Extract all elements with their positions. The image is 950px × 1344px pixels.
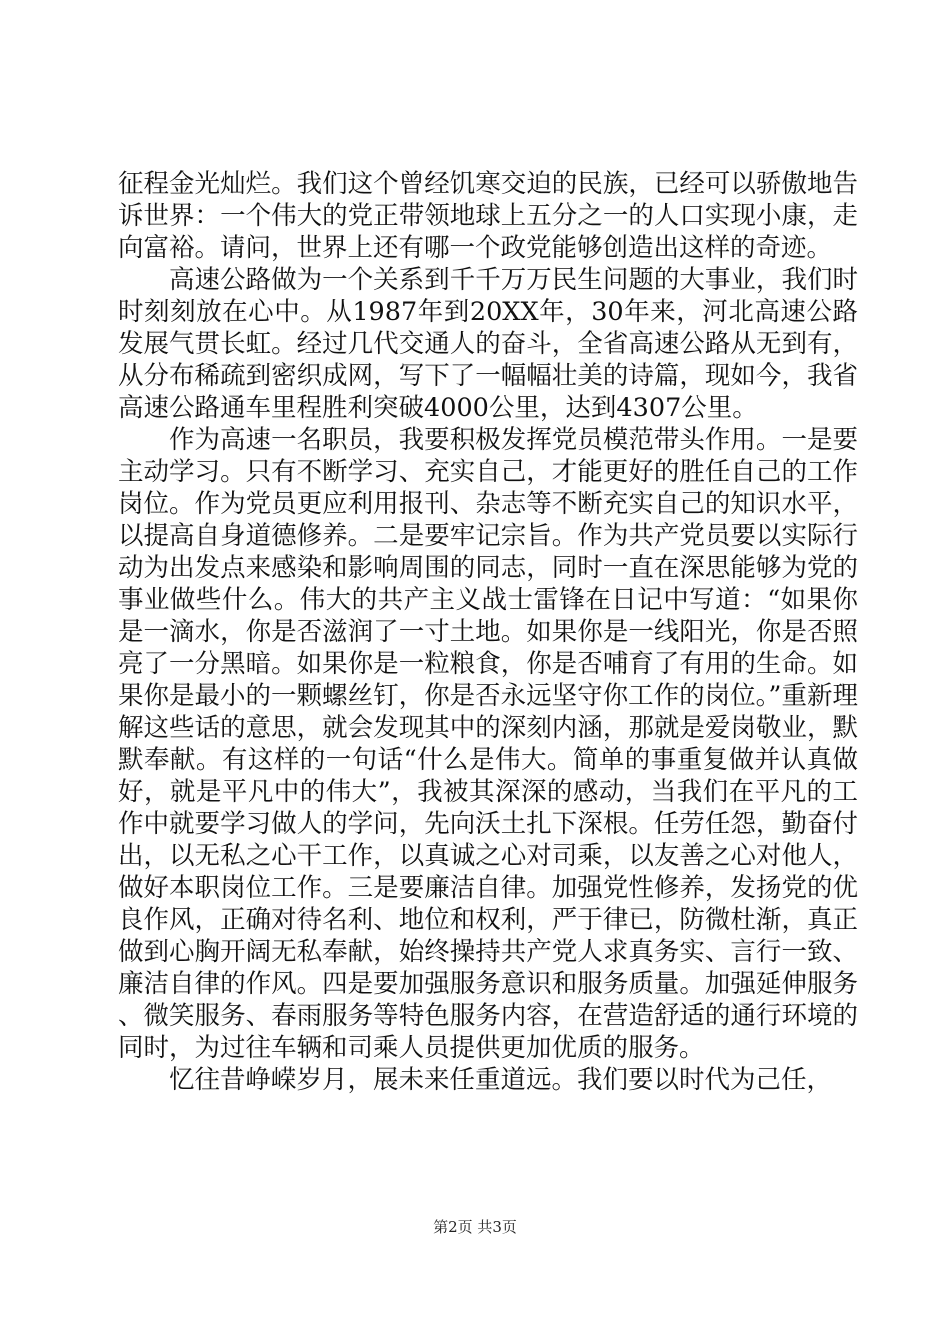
paragraph-2: 高速公路做为一个关系到千千万万民生问题的大事业，我们时时刻刻放在心中。从1987年到20XX年，30年来，河北高速公路发展气贯长虹。经过几代交通人的奋斗，全省高速公路从无到有，从分布稀疏到密织成网，写下了一幅幅壮美的诗篇，现如今，我省高速公路通车里程胜利突破4000公里，达到4307公里。 [118, 265, 858, 423]
paragraph-3: 作为高速一名职员，我要积极发挥党员模范带头作用。一是要主动学习。只有不断学习、充实自己，才能更好的胜任自己的工作岗位。作为党员更应利用报刊、杂志等不断充实自己的知识水平，以提高自身道德修养。二是要牢记宗旨。作为共产党员要以实际行动为出发点来感染和影响周围的同志，同时一直在深思能够为党的事业做些什么。伟大的共产主义战士雷锋在日记中写道：“如果你是一滴水，你是否滋润了一寸土地。如果你是一线阳光，你是否照亮了一分黑暗。如果你是一粒粮食，你是否哺育了有用的生命。如果你是最小的一颗螺丝钉，你是否永远坚守你工作的岗位。”重新理解这些话的意思，就会发现其中的深刻内涵，那就是爱岗敬业，默默奉献。有这样的一句话“什么是伟大。简单的事重复做并认真做好，就是平凡中的伟大”，我被其深深的感动，当我们在平凡的工作中就要学习做人的学问，先向沃土扎下深根。任劳任怨，勤奋付出，以无私之心干工作，以真诚之心对司乘，以友善之心对他人，做好本职岗位工作。三是要廉洁自律。加强党性修养，发扬党的优良作风，正确对待名利、地位和权利，严于律已，防微杜渐，真正做到心胸开阔无私奉献，始终操持共产党人求真务实、言行一致、廉洁自律的作风。四是要加强服务意识和服务质量。加强延伸服务、微笑服务、春雨服务等特色服务内容，在营造舒适的通行环境的同时，为过往车辆和司乘人员提供更加优质的服务。 [118, 425, 858, 1063]
paragraph-4: 忆往昔峥嵘岁月，展未来任重道远。我们要以时代为己任， [169, 1065, 833, 1095]
document-body [118, 168, 858, 1096]
page-number-footer: 第2页 共3页 [433, 1218, 517, 1236]
paragraph-1: 征程金光灿烂。我们这个曾经饥寒交迫的民族，已经可以骄傲地告诉世界：一个伟大的党正带领地球上五分之一的人口实现小康，走向富裕。请问，世界上还有哪一个政党能够创造出这样的奇迹。 [118, 169, 858, 263]
